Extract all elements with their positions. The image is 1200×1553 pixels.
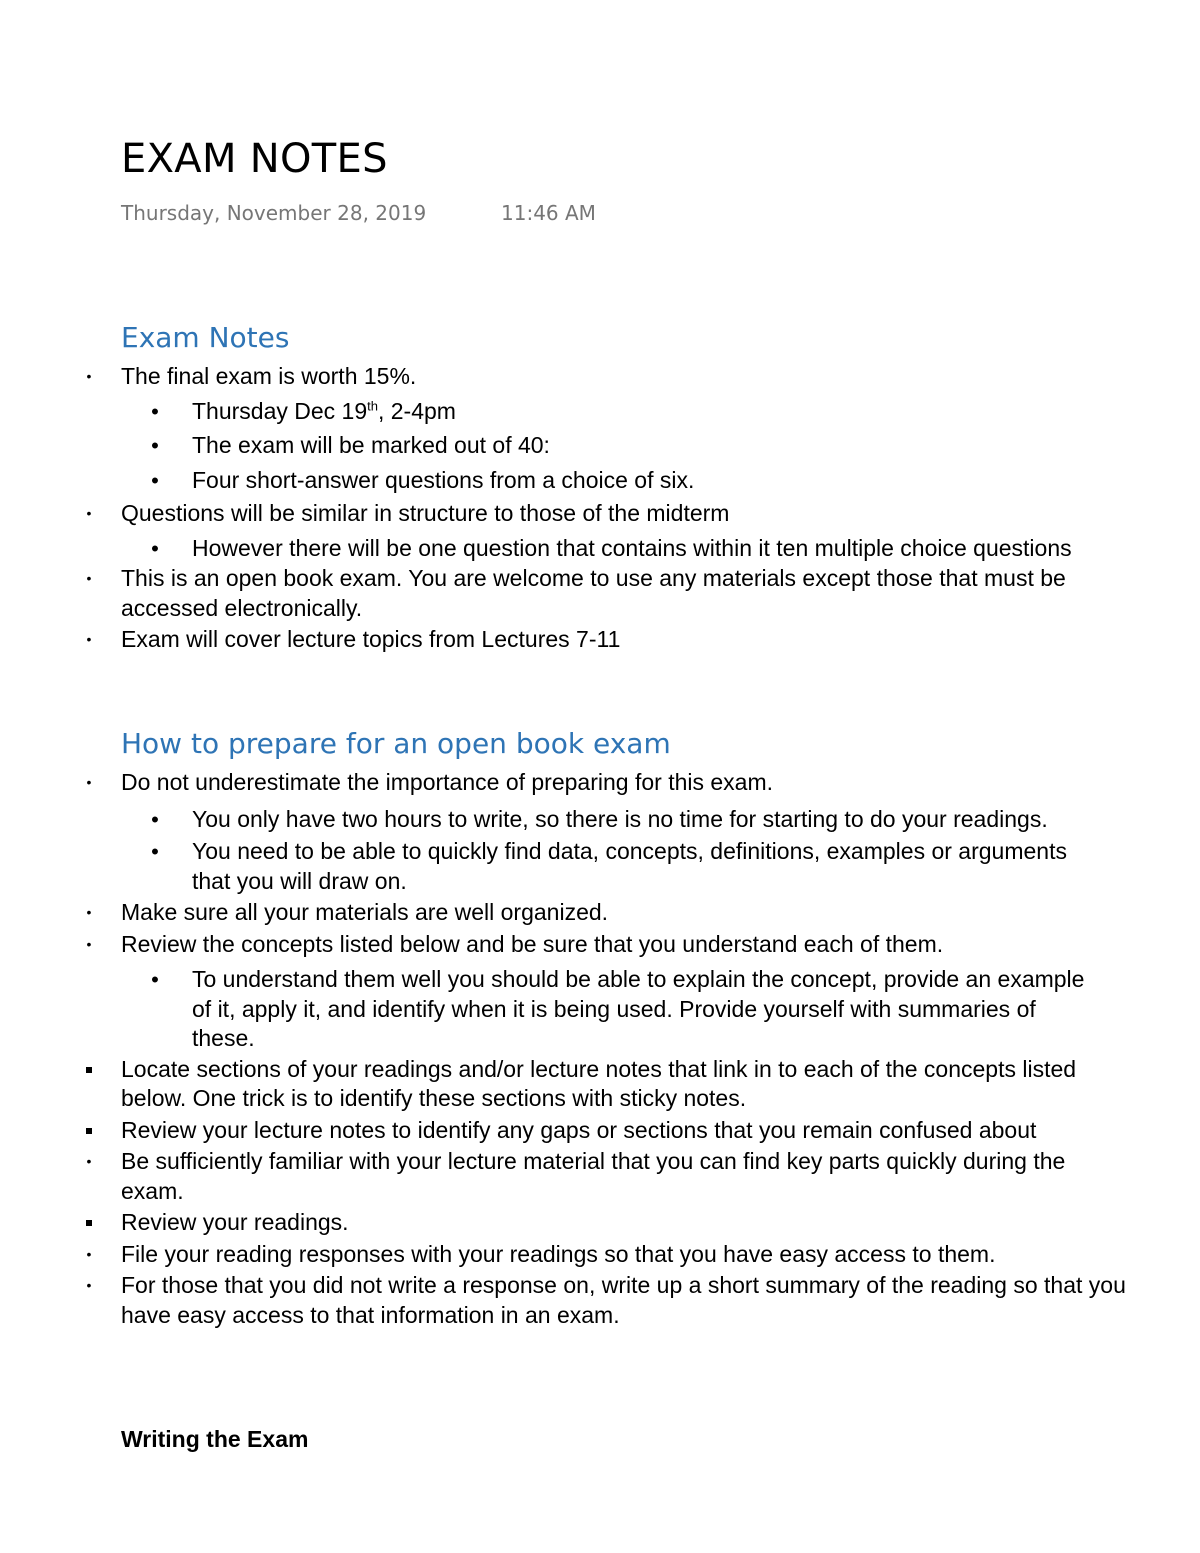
list-item: • The final exam is worth 15%. [0,362,1131,392]
list-item: • Make sure all your materials are well organized. [0,898,1131,928]
section-heading-writing-exam: Writing the Exam [121,1426,309,1452]
list-item: • You only have two hours to write, so there is no time for starting to do your readings. [0,805,1092,835]
bullet-icon: • [86,368,92,384]
list-item: • You need to be able to quickly find data, concepts, definitions, examples or arguments that you will draw on. [0,837,1092,896]
bullet-icon: • [86,1153,92,1169]
bullet-icon: • [151,806,159,832]
list-item: • However there will be one question that contains within it ten multiple choice questions [0,534,1092,564]
list-item: • Exam will cover lecture topics from Lectures 7-11 [0,625,1131,655]
list-item: • For those that you did not write a response on, write up a short summary of the reading so that you have easy access to that information in an exam. [0,1271,1131,1330]
section-heading-prepare: How to prepare for an open book exam [121,727,671,760]
list-item: • Be sufficiently familiar with your lecture material that you can find key parts quickly during the exam. [0,1147,1131,1206]
page-date: Thursday, November 28, 2019 [121,201,427,225]
page-meta [121,199,596,227]
bullet-icon: • [151,467,159,493]
page-time: 11:46 AM [501,201,596,225]
bullet-icon: • [86,1245,92,1262]
list-item: • The exam will be marked out of 40: [0,431,1092,461]
bullet-icon: • [86,570,92,586]
bullet-icon: • [86,935,92,952]
bullet-icon: • [86,904,92,920]
list-item: Review your lecture notes to identify any gaps or sections that you remain confused about [0,1116,1131,1146]
bullet-icon: • [86,1277,92,1293]
list-item: • Four short-answer questions from a choice of six. [0,466,1092,496]
list-item: • Thursday Dec 19th, 2-4pm [0,397,1092,427]
list-item: • Do not underestimate the importance of preparing for this exam. [0,768,1131,798]
bullet-icon: • [151,535,159,561]
list-item: • This is an open book exam. You are welcome to use any materials except those that must be accessed electronically. [0,564,1131,623]
bullet-icon: • [151,398,159,424]
bullet-icon: • [151,839,159,864]
list-item: • File your reading responses with your readings so that you have easy access to them. [0,1240,1131,1270]
bullet-icon: • [86,505,92,521]
list-item: • Review the concepts listed below and be sure that you understand each of them. [0,930,1131,960]
exam-notes-list [0,362,1131,655]
list-item: • Questions will be similar in structure to those of the midterm [0,499,1131,529]
list-item: Review your readings. [0,1208,1131,1238]
bullet-icon: • [151,433,159,458]
list-item: Locate sections of your readings and/or lecture notes that link in to each of the concepts listed below. One trick is to identify these sections with sticky notes. [0,1055,1131,1114]
bullet-icon: • [86,631,92,647]
bullet-icon: • [151,967,159,992]
prepare-list [0,768,1131,1330]
page-title: EXAM NOTES [121,136,388,182]
bullet-icon: • [86,774,92,790]
list-item: • To understand them well you should be able to explain the concept, provide an example of it, apply it, and identify when it is being used. Provide yourself with summaries of these. [0,965,1092,1054]
section-heading-exam-notes: Exam Notes [121,321,290,354]
